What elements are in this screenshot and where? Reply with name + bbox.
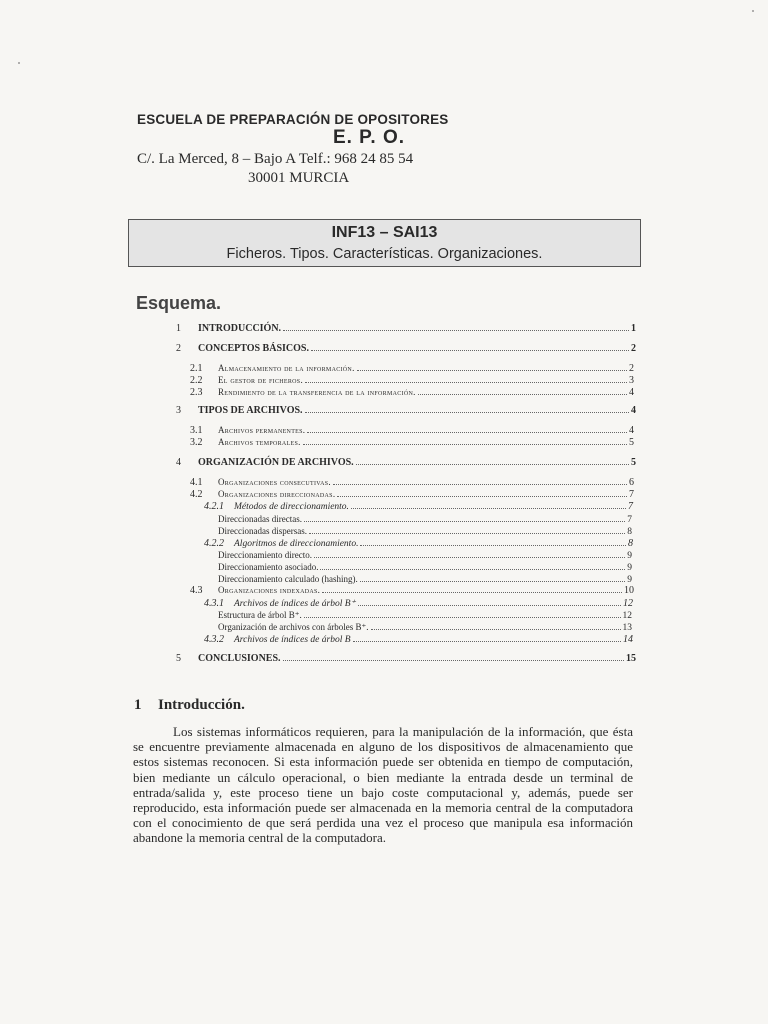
toc-entry-number: 4.3: [190, 585, 203, 596]
toc-entry[interactable]: [218, 513, 632, 525]
toc-leader-dots: [337, 488, 627, 497]
toc-entry[interactable]: [176, 404, 636, 416]
toc-entry-number: 2.2: [190, 375, 203, 386]
toc-entry[interactable]: [190, 488, 634, 500]
toc-entry[interactable]: [218, 609, 632, 621]
toc-entry-title: Archivos de índices de árbol B: [234, 635, 351, 645]
toc-entry-title: ORGANIZACIÓN DE ARCHIVOS.: [198, 457, 354, 468]
toc-entry-title: Archivos de índices de árbol B⁺: [234, 599, 356, 609]
toc-entry-page: 5: [629, 437, 634, 448]
toc-entry[interactable]: [218, 549, 632, 561]
toc-entry-page: 12: [622, 611, 632, 621]
toc-entry[interactable]: [190, 584, 634, 596]
toc-entry-page: 8: [628, 538, 633, 549]
toc-leader-dots: [360, 537, 626, 546]
toc-leader-dots: [358, 597, 621, 606]
toc-leader-dots: [305, 374, 627, 383]
toc-entry-page: 15: [626, 653, 636, 664]
toc-entry-page: 1: [631, 323, 636, 334]
toc-entry[interactable]: [176, 342, 636, 354]
toc-leader-dots: [314, 549, 625, 558]
toc-entry-page: 9: [627, 563, 632, 573]
toc-entry-title: Almacenamiento de la información.: [218, 363, 355, 373]
toc-entry-page: 5: [631, 457, 636, 468]
toc-leader-dots: [311, 342, 629, 351]
school-city: 30001 MURCIA: [248, 170, 350, 186]
toc-entry[interactable]: [176, 456, 636, 468]
toc-leader-dots: [305, 404, 629, 413]
toc-entry-page: 6: [629, 477, 634, 488]
esquema-heading: Esquema.: [136, 293, 222, 313]
toc-entry-number: 3: [176, 405, 181, 416]
toc-entry-page: 14: [623, 634, 633, 645]
toc-entry-title: Organizaciones consecutivas.: [218, 477, 331, 487]
toc-entry-title: Organización de archivos con árboles B⁺.: [218, 622, 369, 632]
toc-entry-number: 2.3: [190, 387, 203, 398]
toc-leader-dots: [333, 476, 627, 485]
toc-leader-dots: [309, 525, 625, 534]
toc-entry-number: 2.1: [190, 363, 203, 374]
toc-leader-dots: [307, 424, 627, 433]
toc-entry-number: 4.3.2: [204, 634, 224, 645]
toc-entry-page: 2: [629, 363, 634, 374]
toc-entry-number: 4.3.1: [204, 598, 224, 609]
toc-entry[interactable]: [204, 633, 633, 645]
toc-entry[interactable]: [204, 537, 633, 549]
school-name: ESCUELA DE PREPARACIÓN DE OPOSITORES: [137, 112, 449, 127]
toc-entry-page: 3: [629, 375, 634, 386]
toc-leader-dots: [353, 633, 621, 642]
toc-entry-page: 4: [631, 405, 636, 416]
toc-entry-title: Direccionadas directas.: [218, 514, 302, 524]
toc-entry-number: 1: [176, 323, 181, 334]
toc-entry-title: Estructura de árbol B⁺.: [218, 610, 302, 620]
toc-entry-page: 2: [631, 343, 636, 354]
toc-entry-page: 9: [627, 551, 632, 561]
toc-entry-title: Direccionamiento asociado.: [218, 562, 319, 572]
toc-entry-number: 4.2.2: [204, 538, 224, 549]
toc-entry[interactable]: [190, 374, 634, 386]
topic-title: Ficheros. Tipos. Características. Organizaciones.: [226, 246, 543, 262]
toc-entry[interactable]: [190, 436, 634, 448]
toc-entry-title: Algoritmos de direccionamiento.: [234, 539, 359, 549]
toc-entry-page: 9: [627, 575, 632, 585]
toc-entry-title: Direccionamiento calculado (hashing).: [218, 574, 358, 584]
toc-leader-dots: [371, 621, 621, 630]
toc-entry-number: 5: [176, 653, 181, 664]
toc-entry-title: INTRODUCCIÓN.: [198, 323, 282, 334]
toc-entry-title: CONCEPTOS BÁSICOS.: [198, 343, 309, 354]
toc-entry-title: CONCLUSIONES.: [198, 653, 281, 664]
toc-entry-page: 10: [624, 585, 634, 596]
toc-entry[interactable]: [176, 652, 636, 664]
toc-leader-dots: [303, 436, 627, 445]
toc-leader-dots: [283, 322, 629, 331]
toc-entry-number: 3.2: [190, 437, 203, 448]
toc-entry-page: 13: [622, 623, 632, 633]
toc-entry-title: Organizaciones direccionadas.: [218, 489, 336, 499]
toc-entry-title: Organizaciones indexadas.: [218, 585, 321, 595]
intro-paragraph: Los sistemas informáticos requieren, para la manipulación de la información, que ésta se encuentre previamente almacenada en alguno de los dispositivos de almacenamiento que estos sistemas reconocen. Si esta información puede ser obtenida en tiempo de computación, bien mediante un cálculo operacional, o bien mediante la entrada desde un terminal de entrada/salida y, este proceso tiene un bajo coste computacional y, además, puede ser reproducido, esta información puede ser almacenada en la memoria central de la computadora con el conocimiento de que será perdida una vez el proceso que manipula esa información abandone la memoria central de la computadora.: [133, 724, 633, 846]
toc-entry-number: 3.1: [190, 425, 203, 436]
toc-leader-dots: [320, 561, 625, 570]
school-acronym: E. P. O.: [332, 127, 406, 148]
toc-entry[interactable]: [190, 362, 634, 374]
toc-entry-page: 12: [623, 598, 633, 609]
section-heading: [134, 697, 245, 714]
toc-entry-title: El gestor de ficheros.: [218, 375, 303, 385]
toc-entry-number: 2: [176, 343, 181, 354]
topic-code: INF13 – SAI13: [331, 224, 438, 241]
toc-leader-dots: [322, 584, 622, 593]
toc-entry[interactable]: [218, 621, 632, 633]
toc-entry-title: Direccionadas dispersas.: [218, 526, 307, 536]
section-number: 1: [134, 697, 142, 713]
section-title: Introducción.: [158, 697, 245, 713]
toc-entry-number: 4.2: [190, 489, 203, 500]
school-address: C/. La Merced, 8 – Bajo A Telf.: 968 24 85 54: [137, 151, 414, 167]
toc-entry-page: 4: [629, 387, 634, 398]
toc-entry-page: 8: [627, 527, 632, 537]
toc-leader-dots: [418, 386, 627, 395]
toc-entry-title: Métodos de direccionamiento.: [234, 502, 349, 512]
toc-entry[interactable]: [204, 597, 633, 609]
toc-entry-title: TIPOS DE ARCHIVOS.: [198, 405, 303, 416]
toc-entry[interactable]: [176, 322, 636, 334]
toc-entry-number: 4.2.1: [204, 501, 224, 512]
toc-leader-dots: [360, 573, 626, 582]
toc-entry-page: 7: [629, 489, 634, 500]
toc-leader-dots: [304, 513, 625, 522]
toc-leader-dots: [351, 500, 626, 509]
toc-entry[interactable]: [190, 424, 634, 436]
toc-entry-page: 7: [628, 501, 633, 512]
toc-entry[interactable]: [218, 525, 632, 537]
toc-leader-dots: [283, 652, 624, 661]
toc-entry-title: Archivos permanentes.: [218, 425, 306, 435]
toc-leader-dots: [357, 362, 627, 371]
toc-entry[interactable]: [190, 386, 634, 398]
toc-entry-title: Direccionamiento directo.: [218, 550, 312, 560]
toc-entry[interactable]: [190, 476, 634, 488]
toc-entry[interactable]: [204, 500, 633, 512]
toc-entry-number: 4.1: [190, 477, 203, 488]
toc-entry-page: 7: [627, 515, 632, 525]
toc-entry[interactable]: [218, 561, 632, 573]
toc-entry-title: Rendimiento de la transferencia de la información.: [218, 387, 416, 397]
toc-entry-number: 4: [176, 457, 181, 468]
toc-entry-title: Archivos temporales.: [218, 437, 301, 447]
toc-leader-dots: [356, 456, 629, 465]
toc-entry-page: 4: [629, 425, 634, 436]
toc-leader-dots: [304, 609, 621, 618]
